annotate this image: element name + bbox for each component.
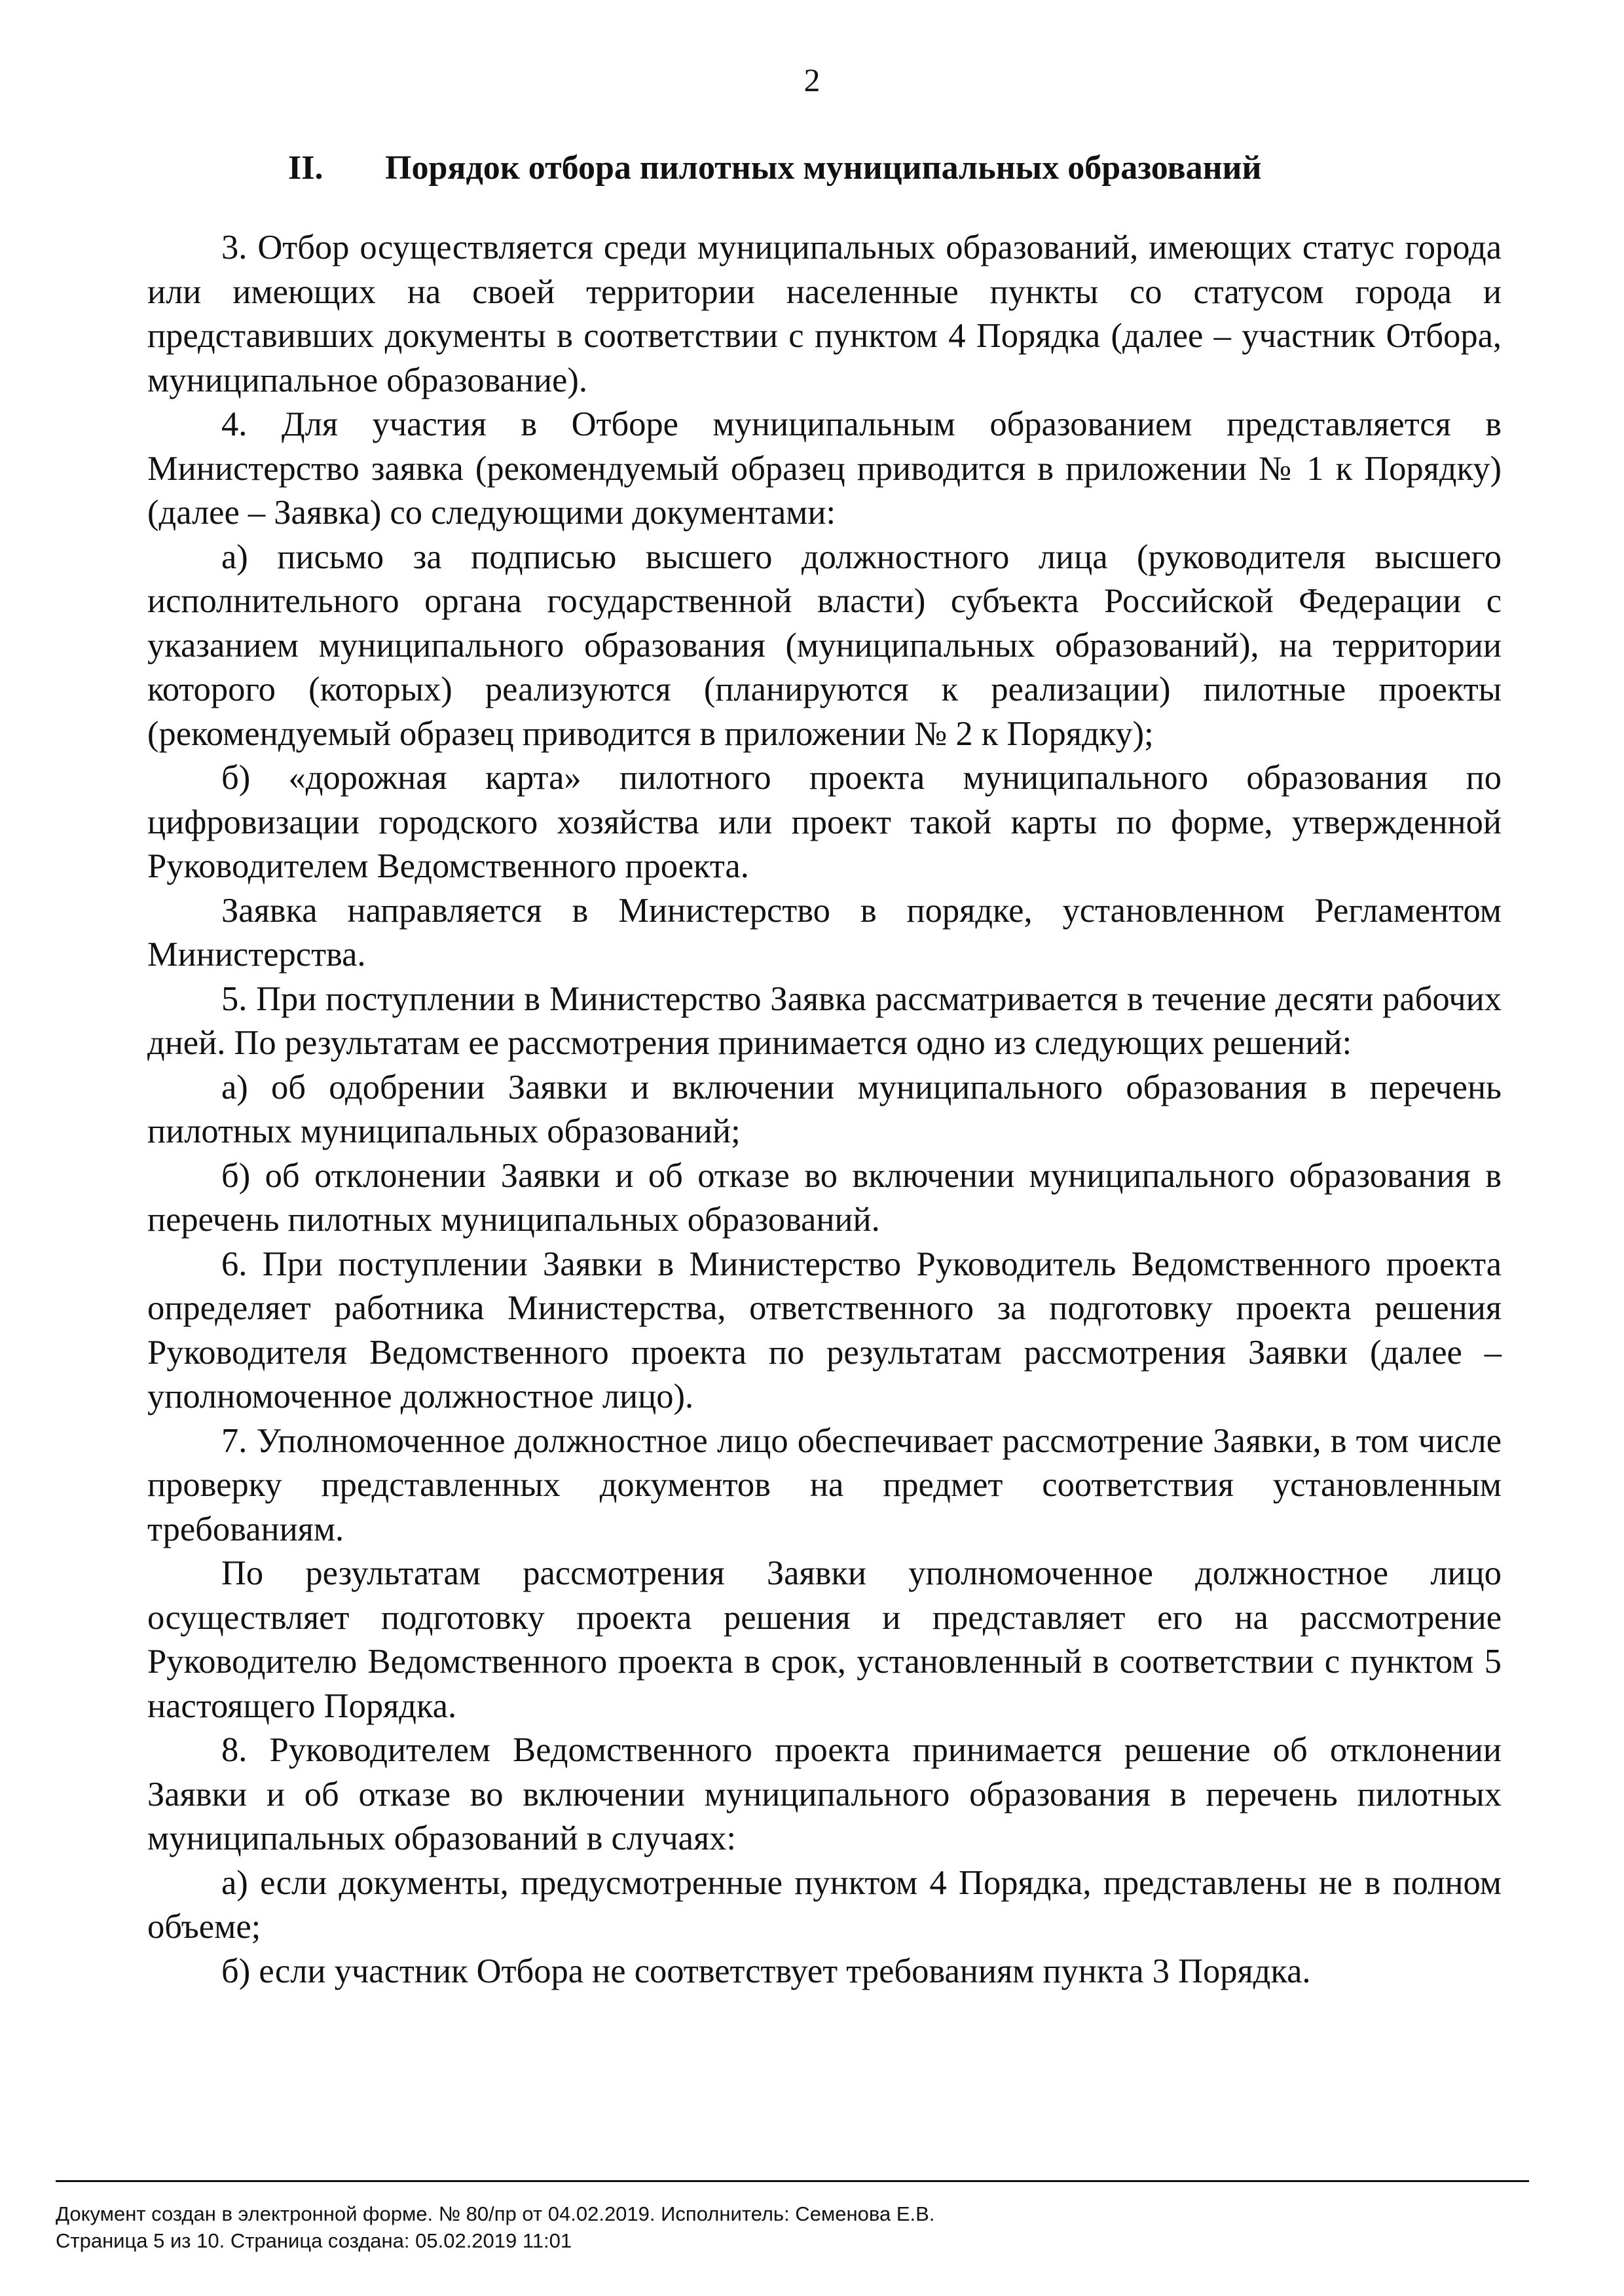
paragraph-7-note: По результатам рассмотрения Заявки уполномоченное должностное лицо осуществляет подготовку проекта решения и представляет его на рассмотрение Руководителю Ведомственного проекта в срок, установленный в соответствии с пунктом 5 настоящего Порядка. — [147, 1554, 1502, 1725]
paragraph-8a: а) если документы, предусмотренные пунктом 4 Порядка, представлены не в полном объеме; — [147, 1863, 1502, 1946]
paragraph-4b: б) «дорожная карта» пилотного проекта муниципального образования по цифровизации городского хозяйства или проект такой карты по форме, утвержденной Руководителем Ведомственного проекта. — [147, 759, 1502, 885]
paragraph-8: 8. Руководителем Ведомственного проекта принимается решение об отклонении Заявки и об отказе во включении муниципального образования в перечень пилотных муниципальных образований в случаях: — [147, 1731, 1502, 1857]
paragraph-7: 7. Уполномоченное должностное лицо обеспечивает рассмотрение Заявки, в том числе проверку представленных документов на предмет соответствия установленным требованиям. — [147, 1421, 1502, 1548]
footer-divider — [56, 2180, 1529, 2182]
section-title: Порядок отбора пилотных муниципальных образований — [385, 149, 1262, 187]
footer — [56, 2200, 1529, 2254]
paragraph-3: 3. Отбор осуществляется среди муниципальных образований, имеющих статус города или имеющих на своей территории населенные пункты со статусом города и представивших документы в соответствии с пунктом 4 Порядка (далее – участник Отбора, муниципальное образование). — [147, 228, 1502, 399]
document-body — [147, 226, 1502, 1994]
paragraph-8b: б) если участник Отбора не соответствует требованиям пункта 3 Порядка. — [221, 1952, 1311, 1990]
footer-document-info: Документ создан в электронной форме. № 80/пр от 04.02.2019. Исполнитель: Семенова Е.В. — [56, 2202, 935, 2225]
paragraph-4: 4. Для участия в Отборе муниципальным образованием представляется в Министерство заявка (рекомендуемый образец приводится в приложении № 1 к Порядку) (далее – Заявка) со следующими документами: — [147, 405, 1502, 532]
paragraph-5b: б) об отклонении Заявки и об отказе во включении муниципального образования в перечень пилотных муниципальных образований. — [147, 1156, 1502, 1239]
section-number: II. — [288, 149, 323, 187]
paragraph-4-note: Заявка направляется в Министерство в порядке, установленном Регламентом Министерства. — [147, 891, 1502, 974]
page-number: 2 — [803, 62, 821, 98]
paragraph-5a: а) об одобрении Заявки и включении муниципального образования в перечень пилотных муниципальных образований; — [147, 1068, 1502, 1150]
paragraph-5: 5. При поступлении в Министерство Заявка рассматривается в течение десяти рабочих дней. По результатам ее рассмотрения принимается одно из следующих решений: — [147, 979, 1502, 1062]
paragraph-4a: а) письмо за подписью высшего должностного лица (руководителя высшего исполнительного органа государственной власти) субъекта Российской Федерации с указанием муниципального образования (муниципальных образований), на территории которого (которых) реализуются (планируются к реализации) пилотные проекты (рекомендуемый образец приводится в приложении № 2 к Порядку); — [147, 538, 1502, 753]
section-heading — [288, 145, 1467, 191]
footer-page-info: Страница 5 из 10. Страница создана: 05.02.2019 11:01 — [56, 2229, 572, 2252]
paragraph-6: 6. При поступлении Заявки в Министерство Руководитель Ведомственного проекта определяет работника Министерства, ответственного за подготовку проекта решения Руководителя Ведомственного проекта по результатам рассмотрения Заявки (далее – уполномоченное должностное лицо). — [147, 1245, 1502, 1415]
